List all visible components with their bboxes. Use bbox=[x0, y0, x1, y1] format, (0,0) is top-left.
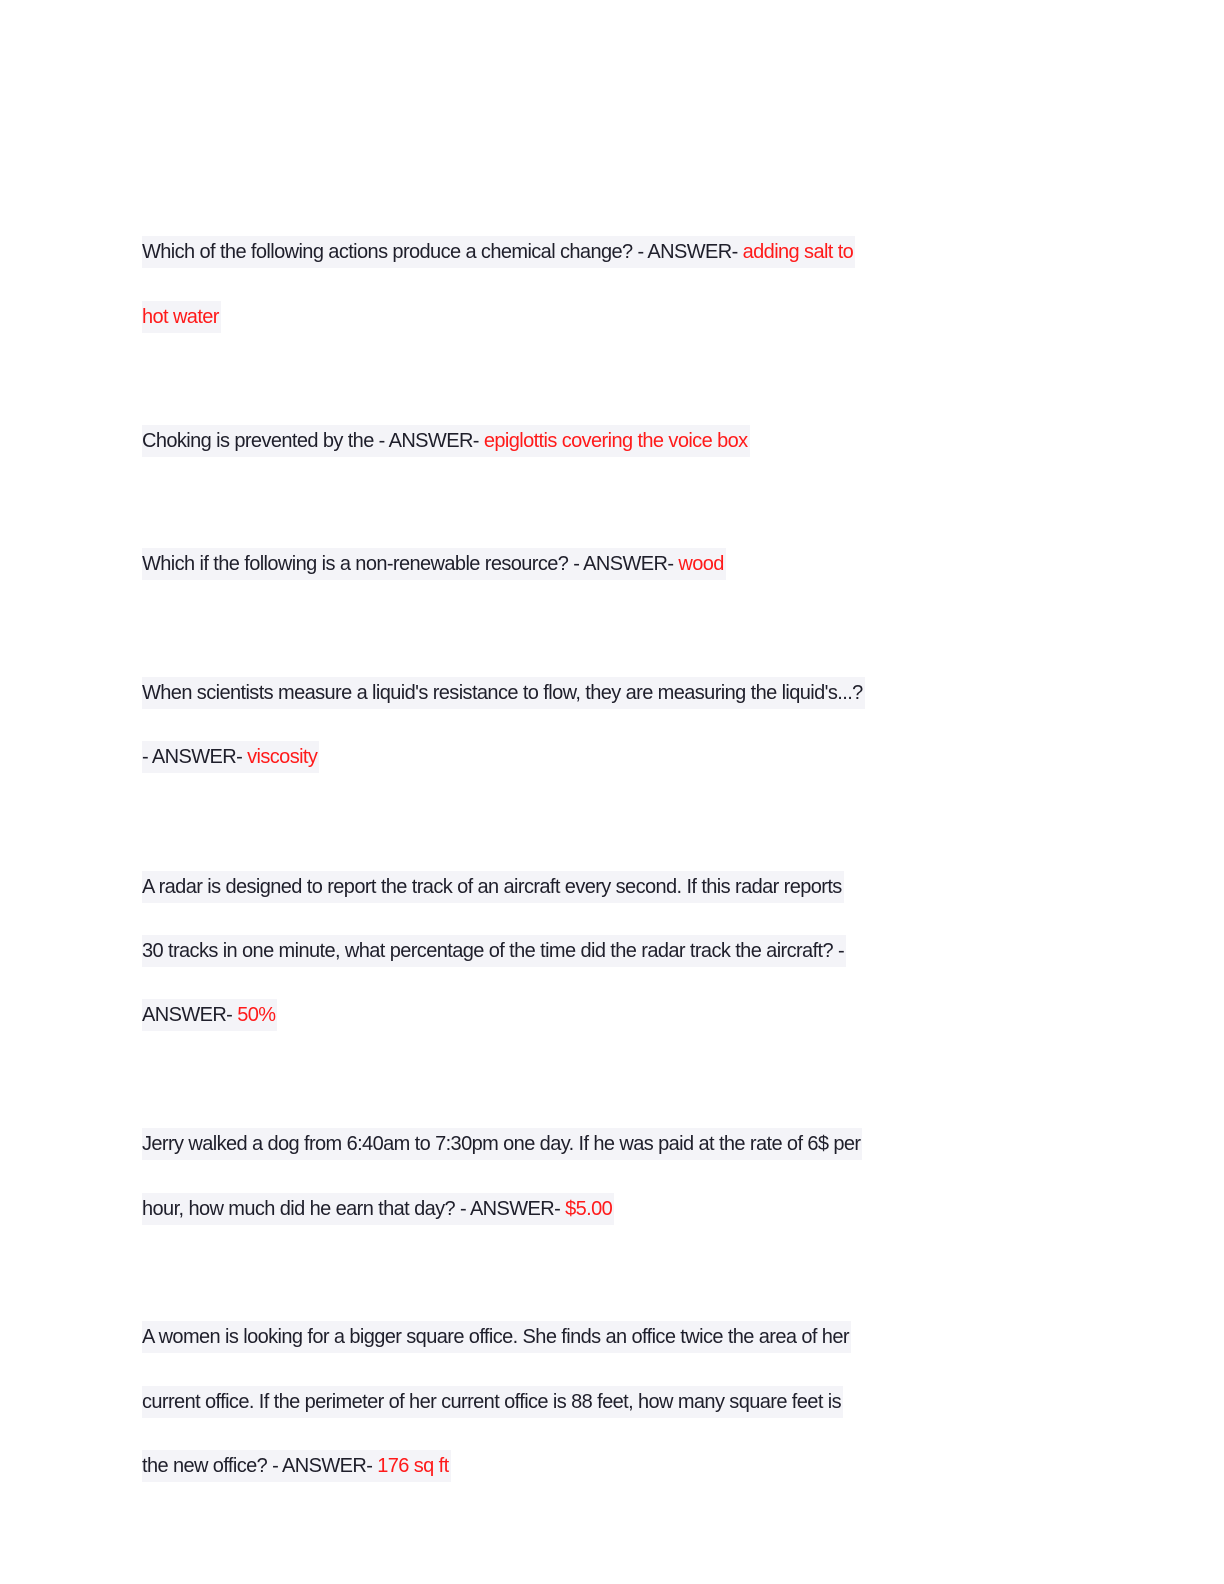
qa-7-line-3 bbox=[142, 1450, 451, 1482]
qa-6-line-1 bbox=[142, 1128, 862, 1160]
question-text: hour, how much did he earn that day? - ANSWER- bbox=[142, 1198, 566, 1220]
qa-3-line-1 bbox=[142, 548, 726, 580]
answer-text: 50% bbox=[237, 1004, 276, 1026]
answer-text: epiglottis covering the voice box bbox=[483, 430, 748, 452]
question-text: Which if the following is a non-renewable resource? - ANSWER- bbox=[142, 553, 679, 575]
qa-6-line-2 bbox=[142, 1193, 614, 1225]
qa-5-line-2 bbox=[142, 935, 846, 967]
qa-2-line-1 bbox=[142, 425, 750, 457]
qa-1-line-1 bbox=[142, 236, 855, 268]
question-text: A radar is designed to report the track of an aircraft every second. If this radar reports bbox=[142, 876, 842, 898]
qa-4-line-2 bbox=[142, 741, 319, 773]
qa-5-line-1 bbox=[142, 871, 844, 903]
answer-text: 176 sq ft bbox=[377, 1455, 449, 1477]
answer-text: $5.00 bbox=[565, 1198, 613, 1220]
question-text: Jerry walked a dog from 6:40am to 7:30pm one day. If he was paid at the rate of 6$ per bbox=[142, 1133, 861, 1155]
qa-4-line-1 bbox=[142, 677, 865, 709]
question-text: 30 tracks in one minute, what percentage of the time did the radar track the aircraft? - bbox=[142, 940, 845, 962]
question-text: current office. If the perimeter of her current office is 88 feet, how many square feet is bbox=[142, 1391, 841, 1413]
qa-7-line-2 bbox=[142, 1386, 843, 1418]
question-text: ANSWER- bbox=[142, 1004, 238, 1026]
question-text: A women is looking for a bigger square office. She finds an office twice the area of her bbox=[142, 1326, 849, 1348]
qa-7-line-1 bbox=[142, 1321, 851, 1353]
question-text: Which of the following actions produce a chemical change? - ANSWER- bbox=[142, 241, 743, 263]
answer-text: wood bbox=[678, 553, 724, 575]
answer-text: adding salt to bbox=[742, 241, 854, 263]
qa-5-line-3 bbox=[142, 999, 277, 1031]
question-text: - ANSWER- bbox=[142, 746, 248, 768]
question-text: When scientists measure a liquid's resistance to flow, they are measuring the liquid's...? bbox=[142, 682, 863, 704]
question-text: Choking is prevented by the - ANSWER- bbox=[142, 430, 484, 452]
qa-1-line-2 bbox=[142, 301, 221, 333]
question-text: the new office? - ANSWER- bbox=[142, 1455, 378, 1477]
answer-text: viscosity bbox=[247, 746, 318, 768]
answer-text: hot water bbox=[142, 306, 219, 328]
